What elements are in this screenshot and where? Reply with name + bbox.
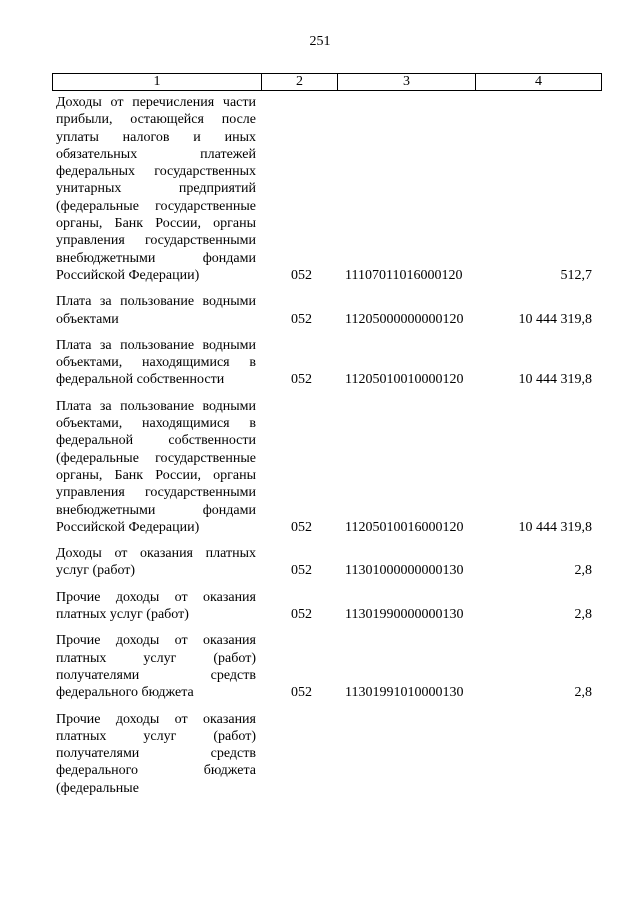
- table-row: [56, 632, 596, 701]
- row-kbk: 11205010010000120: [345, 372, 464, 388]
- row-code: 052: [291, 519, 312, 535]
- column-header-4: 4: [535, 74, 542, 89]
- row-amount: 10 444 319,8: [518, 372, 592, 388]
- row-name: Прочие доходы от оказания платных услуг (работ) получателями средств федерального бюджета (федеральные: [56, 711, 256, 796]
- row-kbk: 11205000000000120: [345, 311, 464, 327]
- row-code: 052: [291, 607, 312, 623]
- column-header-2: 2: [262, 74, 338, 90]
- row-kbk: 11107011016000120: [345, 267, 463, 283]
- page-number: 251: [309, 34, 331, 49]
- table-row: [56, 94, 596, 284]
- row-name: Прочие доходы от оказания платных услуг (работ) получателями средств федерального бюджета: [56, 633, 256, 701]
- row-kbk: 11205010016000120: [345, 519, 464, 535]
- row-code: 052: [291, 372, 312, 388]
- row-name: Прочие доходы от оказания платных услуг (работ): [56, 589, 256, 623]
- table-header: [52, 73, 602, 91]
- table-row: [56, 398, 596, 536]
- row-code: 052: [291, 685, 312, 701]
- row-name: Доходы от перечисления части прибыли, остающейся после уплаты налогов и иных обязательных платежей федеральных государственных унитарных предприятий (федеральные государственные органы, Банк России, органы управления государственными внебюджетными фондами Российской Федерации): [56, 95, 256, 283]
- row-kbk: 11301990000000130: [345, 607, 464, 623]
- column-header-1: 1: [53, 74, 262, 90]
- table-row: [56, 337, 596, 389]
- table-row: [56, 589, 596, 624]
- row-amount: 2,8: [574, 685, 592, 701]
- row-name: Плата за пользование водными объектами: [56, 294, 256, 327]
- row-amount: 512,7: [560, 267, 592, 283]
- row-name: Плата за пользование водными объектами, находящимися в федеральной собственности: [56, 337, 256, 388]
- row-name: Плата за пользование водными объектами, находящимися в федеральной собственности (федеральные государственные органы, Банк России, органы управления государственными внебюджетными фондами Российской Федерации): [56, 398, 256, 535]
- table-body: [56, 94, 596, 806]
- table-row: [56, 711, 596, 797]
- row-code: 052: [291, 311, 312, 327]
- row-code: 052: [291, 267, 312, 283]
- table-row: [56, 293, 596, 328]
- table-row: [56, 545, 596, 580]
- row-kbk: 11301991010000130: [345, 685, 464, 701]
- row-amount: 10 444 319,8: [518, 519, 592, 535]
- row-name: Доходы от оказания платных услуг (работ): [56, 546, 256, 579]
- row-code: 052: [291, 563, 312, 579]
- column-header-3: 3: [338, 74, 476, 90]
- row-amount: 2,8: [574, 607, 592, 623]
- row-amount: 10 444 319,8: [518, 311, 592, 327]
- row-amount: 2,8: [574, 563, 592, 579]
- row-kbk: 11301000000000130: [345, 563, 464, 579]
